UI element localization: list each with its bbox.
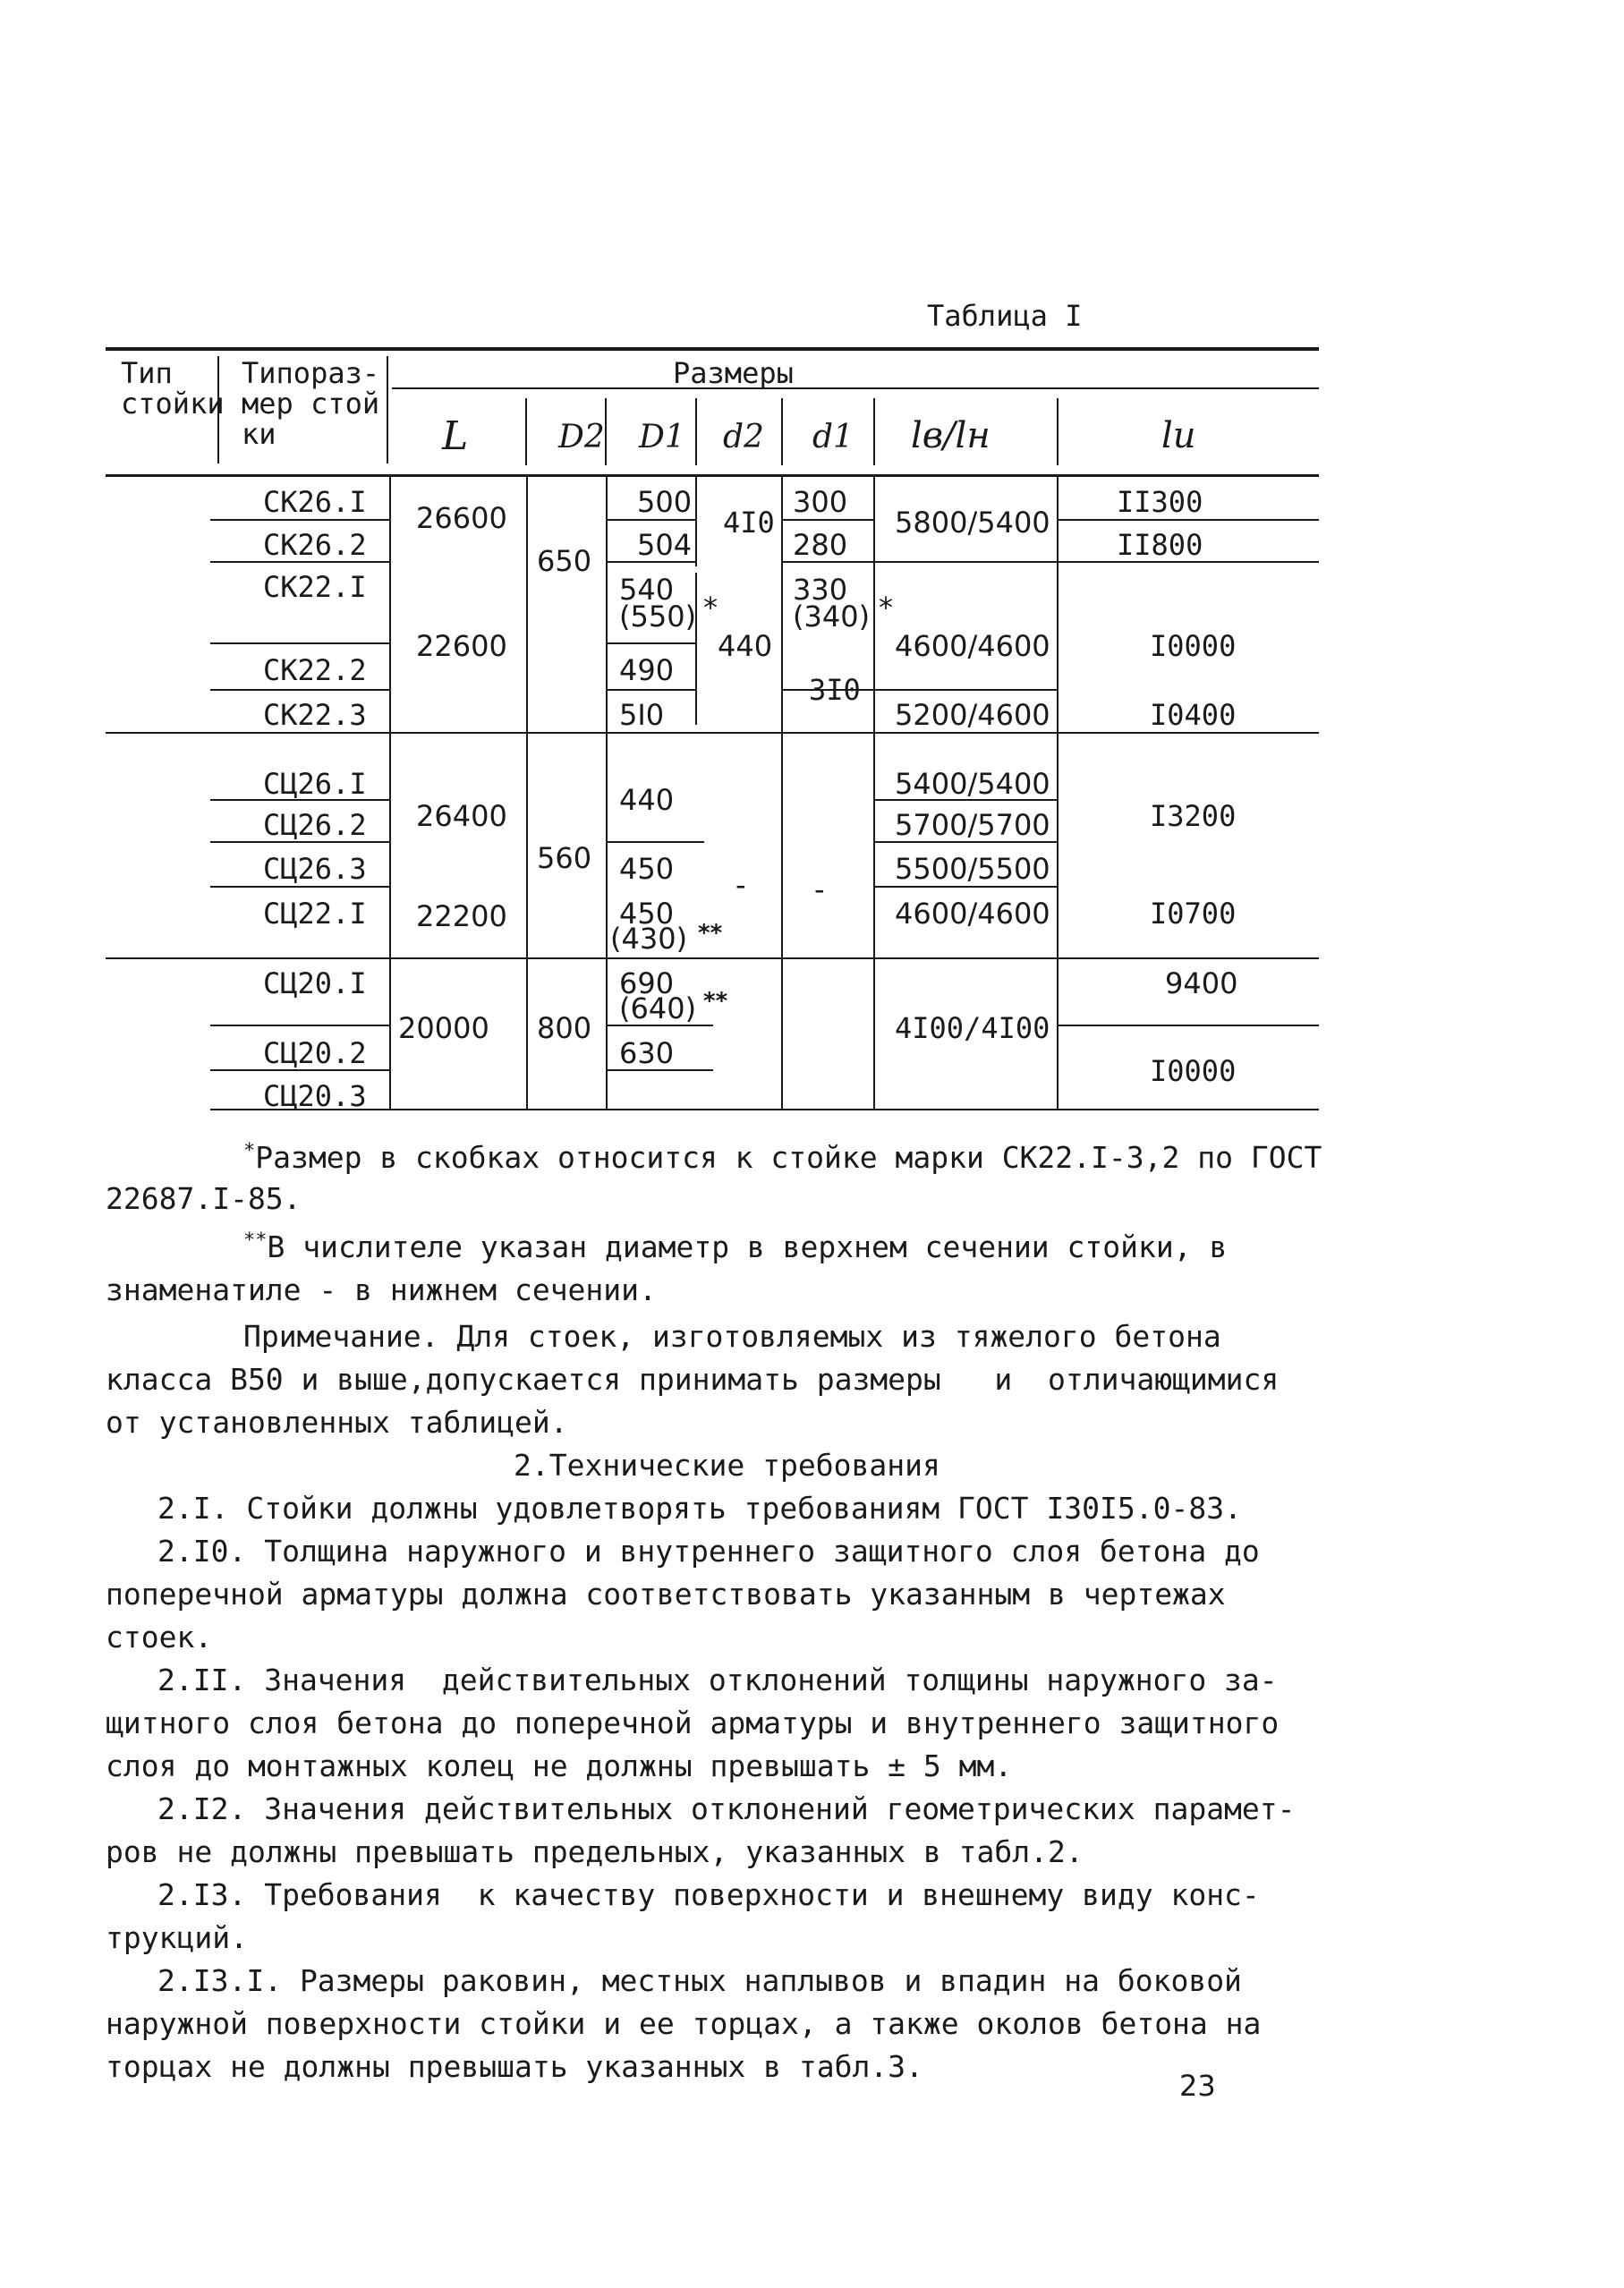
d1-rule-f <box>606 841 704 843</box>
L-sk26: 26600 <box>416 501 507 535</box>
para-2-12-line-1: 2.I2. Значения действительных отклонений геометрических парамет- <box>157 1791 1296 1826</box>
mark-sk22-3: СК22.3 <box>263 698 367 732</box>
mk-rule-9 <box>106 957 1319 959</box>
lu-sk22-3: I0400 <box>1150 698 1237 732</box>
group-divider <box>106 732 1319 734</box>
hdr-sep-8 <box>1057 398 1059 465</box>
L-sc20: 20000 <box>398 1011 489 1045</box>
table-header-bottom-rule <box>106 474 1319 477</box>
D1-sc22-1: 450 <box>619 897 675 931</box>
footnote-2-cont: знаменатиле - в нижнем сечении. <box>106 1272 657 1307</box>
hdr-D2: D2 <box>558 419 605 455</box>
para-2-10-line-3: стоек. <box>106 1620 213 1654</box>
mk-rule-8 <box>210 886 389 888</box>
D1-sk22-1-alt: (550) <box>619 600 697 634</box>
D1-sk22-2: 490 <box>619 653 675 687</box>
mark-sk26-1: СК26.I <box>263 485 367 519</box>
hdr-sep-5 <box>695 398 697 465</box>
lb-sc26-2: 5700/5700 <box>895 808 1050 842</box>
lb-sk22: 4600/4600 <box>895 629 1050 663</box>
para-2-13-1-line-3: торцах не должны превышать указанных в табл.3. <box>106 2049 923 2084</box>
lb-sk22-3: 5200/4600 <box>895 698 1050 732</box>
hdr-typesize: Типораз- мер стой ки <box>242 356 380 451</box>
col-line-D2 <box>526 477 528 1110</box>
d1-sk22-2: 3I0 <box>809 673 861 707</box>
footnote-2-mark: ** <box>243 1229 268 1252</box>
col-line-lb <box>873 477 875 1110</box>
L-sk22: 22600 <box>416 629 507 663</box>
footnote-1-text: Размер в скобках относится к стойке марки СК22.I-3,2 по ГОСТ <box>255 1140 1322 1175</box>
col-line-L <box>389 477 391 1110</box>
d1-sk26-2: 280 <box>793 528 848 562</box>
lu-rule-a <box>1057 519 1319 521</box>
D1-sk22-3: 5I0 <box>619 698 665 732</box>
para-2-11-line-3: слоя до монтажных колец не должны превышать ± 5 мм. <box>106 1748 1013 1783</box>
L-sc26: 26400 <box>416 799 507 833</box>
lu-sc20-1: 9400 <box>1165 966 1238 1000</box>
mk-rule-10 <box>210 1025 389 1026</box>
lb-sc26-3: 5500/5500 <box>895 852 1050 886</box>
table-bottom-rule <box>210 1109 1319 1110</box>
lu-rule-b <box>1057 1025 1319 1026</box>
para-2-10-line-2: поперечной арматуры должна соответствовать указанным в чертежах <box>106 1577 1226 1612</box>
hdr-lu: lu <box>1161 415 1196 456</box>
para-2-1: 2.I. Стойки должны удовлетворять требованиям ГОСТ I30I5.0-83. <box>157 1491 1242 1526</box>
table-caption: Таблица I <box>927 299 1083 333</box>
d2-sk26: 4I0 <box>723 506 775 540</box>
d1-sk22-1-alt: (340) <box>793 600 871 634</box>
hdr-sep-4 <box>605 398 607 465</box>
D1-sk26-1: 500 <box>637 485 693 519</box>
d2-sk22: 440 <box>718 629 773 663</box>
L-sc22: 22200 <box>416 899 507 933</box>
para-2-10-line-1: 2.I0. Толщина наружного и внутреннего защитного слоя бетона до <box>157 1534 1260 1569</box>
hdr-d1: d1 <box>812 419 854 455</box>
note-line-1: Примечание. Для стоек, изготовляемых из тяжелого бетона <box>243 1319 1221 1354</box>
col-line-d2b <box>695 573 697 725</box>
D1-sk22-1: 540 <box>619 573 675 607</box>
lb-sk26: 5800/5400 <box>895 506 1050 540</box>
d1-sc: - <box>814 872 825 906</box>
footnote-1 <box>243 1136 1322 1179</box>
hdr-dimensions: Размеры <box>673 356 794 390</box>
lb-sc22: 4600/4600 <box>895 897 1050 931</box>
note-line-2: класса В50 и выше,допускается принимать размеры и отличающимися <box>106 1362 1280 1397</box>
mk-rule-4 <box>210 689 389 691</box>
col-line-d1 <box>781 477 783 1110</box>
D2-sc20: 800 <box>537 1011 592 1045</box>
table-dimensions-rule <box>392 387 1319 389</box>
lu-sk26-1: II300 <box>1117 485 1203 519</box>
hdr-sep-3 <box>525 398 527 465</box>
lu-sc26: I3200 <box>1150 799 1237 833</box>
lb-sc20: 4I00/4I00 <box>895 1011 1050 1045</box>
mark-sc26-1: СЦ26.I <box>263 767 367 801</box>
para-2-13-1-line-1: 2.I3.I. Размеры раковин, местных наплывов и впадин на боковой <box>157 1963 1242 1998</box>
mark-sc20-3: СЦ20.3 <box>263 1079 367 1113</box>
d1-rule-d <box>606 689 695 691</box>
hdr-d2: d2 <box>723 419 764 455</box>
note-line-3: от установленных таблицей. <box>106 1405 568 1440</box>
col-line-D1 <box>606 477 608 1110</box>
D1-sc20-1-alt: (640) <box>619 991 697 1025</box>
hdr-lb-ln: lв/lн <box>911 415 991 456</box>
D1-sk26-2: 504 <box>637 528 693 562</box>
D1-star-1: * <box>703 591 718 625</box>
hdr-sep-6 <box>781 398 783 465</box>
D1-sc20-2: 630 <box>619 1036 675 1070</box>
para-2-13-1-line-2: наружной поверхности стойки и ее торцах, а также околов бетона на <box>106 2006 1262 2041</box>
table-top-rule <box>106 347 1319 351</box>
footnote-2-text: В числителе указан диаметр в верхнем сечении стойки, в <box>267 1229 1228 1264</box>
hdr-D1: D1 <box>639 419 685 455</box>
d1-star-2: * <box>879 591 893 625</box>
lu-sk26-2: II800 <box>1117 528 1203 562</box>
mark-sk26-2: СК26.2 <box>263 528 367 562</box>
D1-sc26-1: 440 <box>619 783 675 817</box>
footnote-1-mark: * <box>243 1140 256 1162</box>
D2-sk: 650 <box>537 544 592 578</box>
D1-sc20-1: 690 <box>619 966 675 1000</box>
page-number: 23 <box>1179 2069 1216 2103</box>
lu-sk22: I0000 <box>1150 629 1237 663</box>
mark-sk22-1: СК22.I <box>263 570 367 604</box>
footnote-2 <box>243 1226 1227 1269</box>
para-2-12-line-2: ров не должны превышать предельных, указанных в табл.2. <box>106 1834 1084 1869</box>
lb-rule-a <box>873 561 1319 563</box>
mark-sc26-2: СЦ26.2 <box>263 808 367 842</box>
hdr-L: L <box>442 413 469 459</box>
D2-sc26: 560 <box>537 841 592 875</box>
lb-rule-b <box>873 689 1057 691</box>
mk-rule-1 <box>210 519 389 521</box>
para-2-13-line-1: 2.I3. Требования к качеству поверхности и внешнему виду конс- <box>157 1877 1260 1912</box>
d2-sc: - <box>735 868 746 902</box>
footnote-1-cont: 22687.I-85. <box>106 1181 302 1216</box>
lu-sc22: I0700 <box>1150 897 1237 931</box>
para-2-13-line-2: трукций. <box>106 1920 248 1955</box>
para-2-11-line-2: щитного слоя бетона до поперечной арматуры и внутреннего защитного <box>106 1705 1280 1740</box>
section-heading: 2.Технические требования <box>514 1448 940 1483</box>
D1-sc22-1-alt: (430) <box>610 922 688 956</box>
mark-sk22-2: СК22.2 <box>263 653 367 687</box>
mark-sc26-3: СЦ26.3 <box>263 852 367 886</box>
d1-sk26-1: 300 <box>793 485 848 519</box>
lb-sc26-1: 5400/5400 <box>895 767 1050 801</box>
d1-sk22-1: 330 <box>793 573 848 607</box>
para-2-11-line-1: 2.II. Значения действительных отклонений толщины наружного за- <box>157 1663 1278 1697</box>
D1-star-3: ** <box>698 920 723 947</box>
mk-rule-3 <box>210 642 389 644</box>
hdr-type: Тип стойки <box>121 356 225 421</box>
d1-rule-a <box>606 519 695 521</box>
col-line-lu <box>1057 477 1059 1110</box>
col-line-d2a <box>695 477 697 566</box>
mark-sc20-1: СЦ20.I <box>263 966 367 1000</box>
lu-sc20-2: I0000 <box>1150 1054 1237 1088</box>
lb-rule-e <box>873 886 1057 888</box>
mark-sc20-2: СЦ20.2 <box>263 1036 367 1070</box>
dd1-rule-a <box>781 519 873 521</box>
D1-sc26-3: 450 <box>619 852 675 886</box>
D1-star-4: ** <box>703 988 728 1015</box>
hdr-sep-7 <box>873 398 875 465</box>
d1-rule-c <box>606 642 695 644</box>
mark-sc22-1: СЦ22.I <box>263 897 367 931</box>
